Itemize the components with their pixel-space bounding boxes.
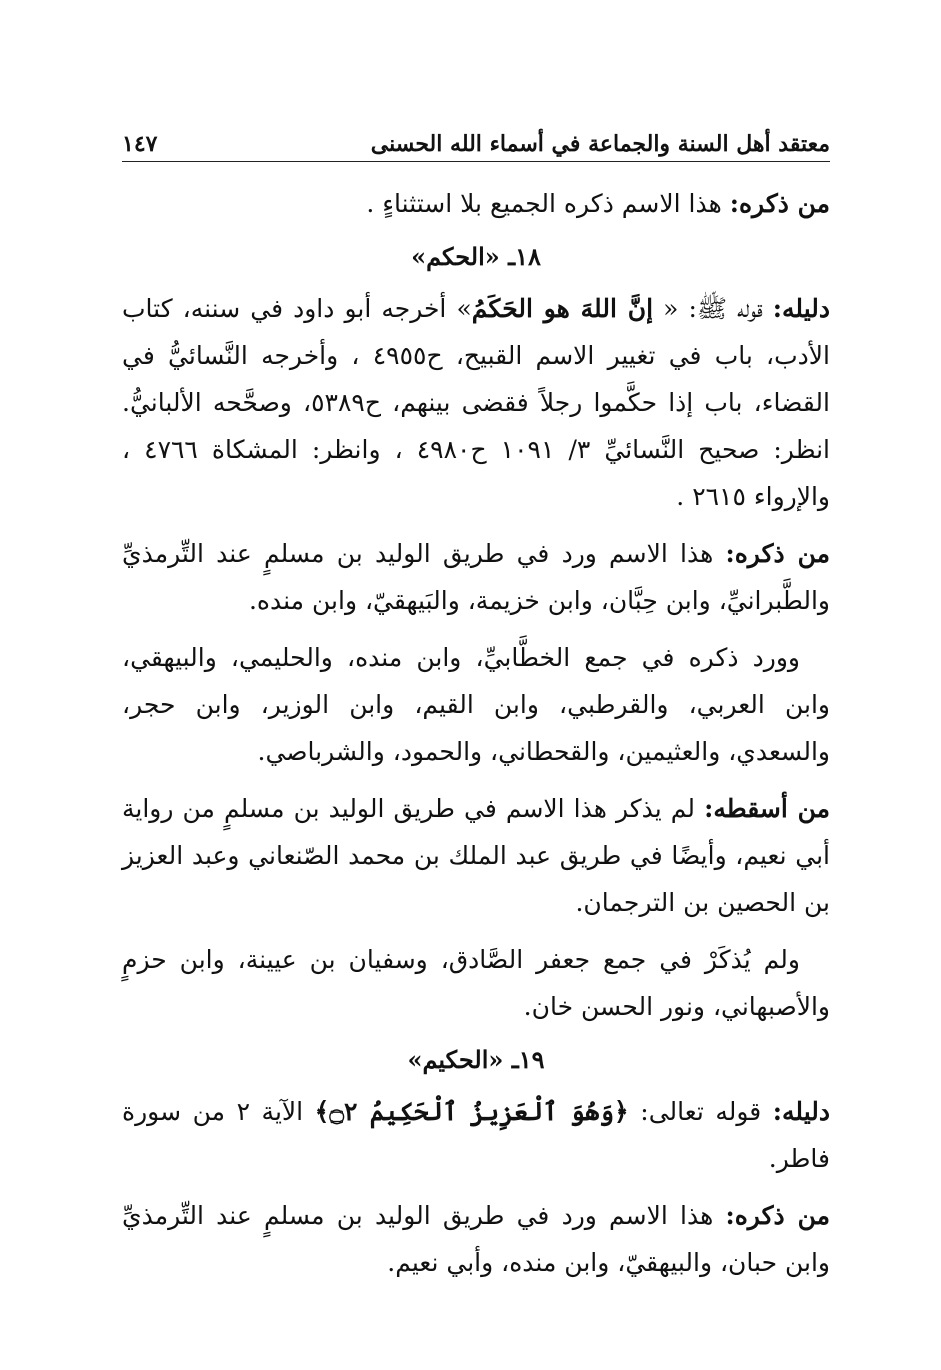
paragraph-text: لم يذكر هذا الاسم في طريق الوليد بن مسلمٍ من رواية أبي نعيم، وأيضًا في طريق عبد الملك بن محمد الصّنعاني وعبد العزيز بن الحصين بن الترجمان. <box>122 794 830 917</box>
paragraph-evidence-al-hakam <box>122 285 830 520</box>
hadith-quote: إنَّ اللهَ هو الحَكَمُ <box>471 294 654 323</box>
page-number: ١٤٧ <box>122 131 158 157</box>
page-header <box>122 118 830 162</box>
paragraph-not-mentioned: ولم يُذكَرْ في جمع جعفر الصَّادق، وسفيان بن عيينة، وابن حزمٍ والأصبهاني، ونور الحسن خان. <box>122 945 830 1021</box>
evidence-citation: » أخرجه أبو داود في سننه، كتاب الأدب، باب في تغيير الاسم القبيح، ح٤٩٥٥ ، وأخرجه النَّسائيُّ في القضاء، باب إذا حكَّموا رجلاً فقضى بينهم، ح٥٣٨٩، وصحَّحه الألبانيُّ. انظر: صحيح النَّسائيِّ ٣/ ١٠٩١ ح٤٩٨٠ ، وانظر: المشكاة ٤٧٦٦ ، والإرواء ٢٦١٥ . <box>122 294 831 511</box>
paragraph-collections: وورد ذكره في جمع الخطَّابيِّ، وابن منده، والحليمي، والبيهقي، وابن العربي، والقرطبي، وابن القيم، وابن الوزير، وابن حجر، والسعدي، والعثيمين، والقحطاني، والحمود، والشرباصي. <box>122 643 830 766</box>
quran-verse: ﴿وَهُوَ ٱلْعَزِيزُ ٱلْحَكِيمُ ۝٢﴾ <box>314 1097 629 1126</box>
heading-al-hakim: ١٩ـ «الحكيم» <box>407 1045 545 1074</box>
label-mentioned-by: من ذكره: <box>729 189 830 218</box>
paragraph-evidence-al-hakim <box>122 1088 830 1182</box>
label-mentioned-by: من ذكره: <box>725 1201 831 1230</box>
evidence-intro: قوله تعالى: <box>628 1097 773 1126</box>
page-body <box>122 180 830 1296</box>
paragraph-text: هذا الاسم ذكره الجميع بلا استثناءٍ . <box>366 189 730 218</box>
label-evidence: دليله: <box>772 294 830 323</box>
evidence-citation: الآية ٢ من سورة فاطر. <box>122 1097 830 1173</box>
paragraph-mentioned-by-2 <box>122 530 830 624</box>
paragraph-omitted-by <box>122 785 830 926</box>
paragraph-mentioned-by-3 <box>122 1192 830 1286</box>
label-evidence: دليله: <box>772 1097 830 1126</box>
label-mentioned-by: من ذكره: <box>725 539 831 568</box>
evidence-intro: قوله ﷺ: « <box>653 294 773 323</box>
paragraph-mentioned-by-1 <box>122 180 830 227</box>
running-title: معتقد أهل السنة والجماعة في أسماء الله الحسنى <box>370 131 830 157</box>
paragraph-text: هذا الاسم ورد في طريق الوليد بن مسلمٍ عند التِّرمذيِّ والطَّبرانيِّ، وابن حِبَّان، وابن خزيمة، والبَيهقيّ، وابن منده. <box>122 539 830 615</box>
paragraph-text: هذا الاسم ورد في طريق الوليد بن مسلمٍ عند التِّرمذيِّ وابن حبان، والبيهقيّ، وابن منده، وأبي نعيم. <box>122 1201 830 1277</box>
label-omitted-by: من أسقطه: <box>704 794 830 823</box>
heading-al-hakam: ١٨ـ «الحكم» <box>411 242 541 271</box>
